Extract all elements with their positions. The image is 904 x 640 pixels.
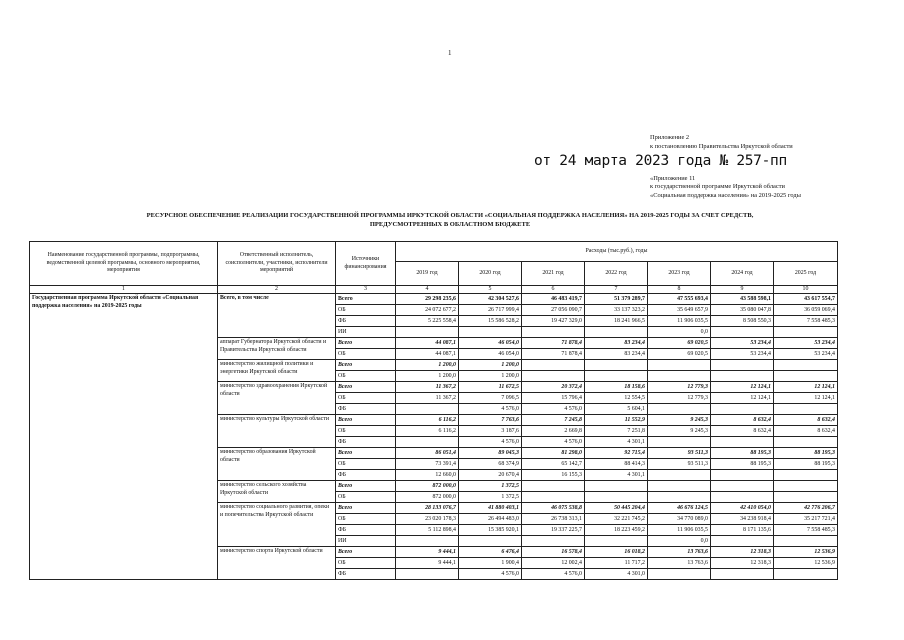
header-executor: Ответственный исполнитель, соисполнители, участники, исполнители мероприятий bbox=[218, 242, 336, 286]
expense-value: 5 604,1 bbox=[585, 404, 648, 415]
expense-value: 28 133 076,7 bbox=[396, 503, 459, 514]
expense-value: 9 444,1 bbox=[396, 547, 459, 558]
expense-value: 16 578,4 bbox=[522, 547, 585, 558]
expense-value: 13 763,6 bbox=[648, 558, 711, 569]
funding-source: ИИ bbox=[336, 536, 396, 547]
page-number: 1 bbox=[448, 49, 452, 57]
table-row bbox=[30, 294, 838, 305]
column-number: 6 bbox=[522, 286, 585, 294]
expense-value: 8 632,4 bbox=[774, 426, 838, 437]
expense-value: 13 763,6 bbox=[648, 547, 711, 558]
expense-value: 53 234,4 bbox=[774, 349, 838, 360]
expense-value: 5 225 558,4 bbox=[396, 316, 459, 327]
expense-value bbox=[648, 569, 711, 580]
expense-value bbox=[648, 492, 711, 503]
expense-value: 41 880 403,1 bbox=[459, 503, 522, 514]
expense-value: 7 251,8 bbox=[585, 426, 648, 437]
expense-value: 69 020,5 bbox=[648, 349, 711, 360]
expense-value bbox=[648, 404, 711, 415]
expense-value: 7 763,6 bbox=[459, 415, 522, 426]
expense-value: 42 304 527,6 bbox=[459, 294, 522, 305]
expense-value: 9 444,1 bbox=[396, 558, 459, 569]
expense-value: 89 045,3 bbox=[459, 448, 522, 459]
expense-value: 18 223 459,2 bbox=[585, 525, 648, 536]
funding-source: Всего bbox=[336, 503, 396, 514]
expense-value: 19 427 329,0 bbox=[522, 316, 585, 327]
expense-value: 3 187,6 bbox=[459, 426, 522, 437]
expense-value bbox=[774, 371, 838, 382]
funding-source: ОБ bbox=[336, 492, 396, 503]
executor-name: Всего, в том числе bbox=[218, 294, 336, 338]
expense-value: 26 738 313,1 bbox=[522, 514, 585, 525]
expense-value: 872 000,0 bbox=[396, 481, 459, 492]
expense-value: 33 137 323,2 bbox=[585, 305, 648, 316]
expense-value: 0,0 bbox=[648, 327, 711, 338]
expense-value: 16 155,3 bbox=[522, 470, 585, 481]
column-number: 4 bbox=[396, 286, 459, 294]
header-year: 2022 год bbox=[585, 262, 648, 286]
expense-value bbox=[711, 470, 774, 481]
expense-value: 4 301,1 bbox=[585, 437, 648, 448]
expense-value: 15 796,4 bbox=[522, 393, 585, 404]
expense-value: 83 234,4 bbox=[585, 349, 648, 360]
funding-source: Всего bbox=[336, 338, 396, 349]
expense-value: 12 554,5 bbox=[585, 393, 648, 404]
column-number: 9 bbox=[711, 286, 774, 294]
expense-value: 11 906 035,5 bbox=[648, 525, 711, 536]
expense-value: 83 234,4 bbox=[585, 338, 648, 349]
expense-value: 92 715,4 bbox=[585, 448, 648, 459]
expense-value: 12 124,1 bbox=[774, 393, 838, 404]
expense-value: 12 124,1 bbox=[774, 382, 838, 393]
expense-value: 7 558 485,3 bbox=[774, 316, 838, 327]
expense-value: 0,0 bbox=[648, 536, 711, 547]
funding-source: ОБ bbox=[336, 558, 396, 569]
appendix-line: Приложение 2 bbox=[650, 134, 690, 141]
expense-value: 26 494 483,0 bbox=[459, 514, 522, 525]
funding-source: ОБ bbox=[336, 305, 396, 316]
column-number: 10 bbox=[774, 286, 838, 294]
expense-value: 7 558 485,3 bbox=[774, 525, 838, 536]
funding-source: Всего bbox=[336, 415, 396, 426]
expense-value: 73 391,4 bbox=[396, 459, 459, 470]
expense-value: 35 080 047,8 bbox=[711, 305, 774, 316]
expense-value bbox=[648, 437, 711, 448]
funding-source: ОБ bbox=[336, 514, 396, 525]
expense-value: 4 301,1 bbox=[585, 470, 648, 481]
funding-source: ФБ bbox=[336, 470, 396, 481]
expense-value: 12 536,9 bbox=[774, 558, 838, 569]
expense-value: 9 245,3 bbox=[648, 415, 711, 426]
expense-value bbox=[585, 360, 648, 371]
expense-value: 34 770 089,0 bbox=[648, 514, 711, 525]
funding-source: Всего bbox=[336, 382, 396, 393]
executor-name: министерство социального развития, опеки и попечительства Иркутской области bbox=[218, 503, 336, 547]
funding-source: ФБ bbox=[336, 437, 396, 448]
funding-source: Всего bbox=[336, 448, 396, 459]
expense-value bbox=[774, 360, 838, 371]
expense-value: 88 195,3 bbox=[711, 448, 774, 459]
expense-value: 15 385 920,1 bbox=[459, 525, 522, 536]
expense-value: 11 906 035,5 bbox=[648, 316, 711, 327]
expense-value: 53 234,4 bbox=[774, 338, 838, 349]
expense-value: 8 632,4 bbox=[774, 415, 838, 426]
expense-value: 18 158,6 bbox=[585, 382, 648, 393]
expense-value: 12 536,9 bbox=[774, 547, 838, 558]
expense-value: 53 234,4 bbox=[711, 338, 774, 349]
expense-value: 11 552,9 bbox=[585, 415, 648, 426]
expense-value: 27 056 090,7 bbox=[522, 305, 585, 316]
funding-source: ФБ bbox=[336, 525, 396, 536]
expense-value: 20 372,4 bbox=[522, 382, 585, 393]
expense-value bbox=[774, 437, 838, 448]
funding-source: ОБ bbox=[336, 426, 396, 437]
expense-value: 43 588 598,1 bbox=[711, 294, 774, 305]
resource-table bbox=[29, 241, 838, 580]
expense-value bbox=[711, 327, 774, 338]
expense-value: 11 367,2 bbox=[396, 382, 459, 393]
program-name: Государственная программа Иркутской области «Социальная поддержка населения» на 2019-2025 годы bbox=[30, 294, 218, 580]
appendix-line: к государственной программе Иркутской области bbox=[650, 183, 785, 190]
funding-source: Всего bbox=[336, 360, 396, 371]
appendix-line: «Социальная поддержка населения» на 2019-2025 годы bbox=[650, 192, 801, 199]
expense-value bbox=[774, 536, 838, 547]
expense-value bbox=[396, 437, 459, 448]
expense-value: 12 779,3 bbox=[648, 393, 711, 404]
expense-value: 4 576,0 bbox=[459, 404, 522, 415]
expense-value bbox=[711, 371, 774, 382]
expense-value: 5 112 898,4 bbox=[396, 525, 459, 536]
expense-value: 19 337 225,7 bbox=[522, 525, 585, 536]
expense-value bbox=[711, 492, 774, 503]
expense-value: 7 245,8 bbox=[522, 415, 585, 426]
header-year: 2023 год bbox=[648, 262, 711, 286]
expense-value: 12 660,0 bbox=[396, 470, 459, 481]
expense-value: 24 072 677,2 bbox=[396, 305, 459, 316]
header-name: Наименование государственной программы, подпрограммы, ведомственной целевой программы, основного мероприятия, мероприятия bbox=[30, 242, 218, 286]
expense-value: 44 087,1 bbox=[396, 338, 459, 349]
expense-value: 8 632,4 bbox=[711, 426, 774, 437]
expense-value: 71 878,4 bbox=[522, 349, 585, 360]
expense-value: 12 002,4 bbox=[522, 558, 585, 569]
executor-name: министерство спорта Иркутской области bbox=[218, 547, 336, 580]
expense-value bbox=[648, 371, 711, 382]
expense-value: 88 414,3 bbox=[585, 459, 648, 470]
expense-value: 44 087,1 bbox=[396, 349, 459, 360]
header-year: 2020 год bbox=[459, 262, 522, 286]
funding-source: ФБ bbox=[336, 404, 396, 415]
expense-value bbox=[774, 569, 838, 580]
expense-value bbox=[459, 536, 522, 547]
funding-source: ОБ bbox=[336, 459, 396, 470]
expense-value: 11 672,5 bbox=[459, 382, 522, 393]
expense-value: 6 116,2 bbox=[396, 415, 459, 426]
expense-value: 4 301,0 bbox=[585, 569, 648, 580]
expense-value bbox=[522, 481, 585, 492]
expense-value: 1 200,0 bbox=[396, 371, 459, 382]
expense-value: 88 195,3 bbox=[711, 459, 774, 470]
expense-value bbox=[774, 481, 838, 492]
expense-value: 46 676 124,5 bbox=[648, 503, 711, 514]
expense-value: 43 617 554,7 bbox=[774, 294, 838, 305]
expense-value: 47 555 693,4 bbox=[648, 294, 711, 305]
expense-value: 1 372,5 bbox=[459, 492, 522, 503]
executor-name: министерство культуры Иркутской области bbox=[218, 415, 336, 448]
expense-value: 12 124,1 bbox=[711, 393, 774, 404]
column-number: 8 bbox=[648, 286, 711, 294]
expense-value: 18 241 966,5 bbox=[585, 316, 648, 327]
executor-name: аппарат Губернатора Иркутской области и Правительства Иркутской области bbox=[218, 338, 336, 360]
expense-value: 88 195,3 bbox=[774, 448, 838, 459]
expense-value bbox=[396, 536, 459, 547]
expense-value bbox=[459, 327, 522, 338]
expense-value: 15 586 528,2 bbox=[459, 316, 522, 327]
funding-source: Всего bbox=[336, 547, 396, 558]
document-title: РЕСУРСНОЕ ОБЕСПЕЧЕНИЕ РЕАЛИЗАЦИИ ГОСУДАРСТВЕННОЙ ПРОГРАММЫ ИРКУТСКОЙ ОБЛАСТИ «СОЦИАЛЬНАЯ ПОДДЕРЖКА НАСЕЛЕНИЯ» НА 2019-2025 ГОДЫ ЗА СЧЕТ СРЕДСТВ, bbox=[146, 212, 754, 219]
expense-value: 36 059 069,4 bbox=[774, 305, 838, 316]
expense-value: 46 054,0 bbox=[459, 338, 522, 349]
expense-value: 9 245,3 bbox=[648, 426, 711, 437]
expense-value bbox=[585, 371, 648, 382]
expense-value: 872 000,0 bbox=[396, 492, 459, 503]
expense-value bbox=[522, 492, 585, 503]
funding-source: ФБ bbox=[336, 316, 396, 327]
expense-value: 35 649 657,9 bbox=[648, 305, 711, 316]
expense-value: 12 318,3 bbox=[711, 547, 774, 558]
expense-value bbox=[711, 404, 774, 415]
expense-value bbox=[774, 492, 838, 503]
funding-source: ФБ bbox=[336, 569, 396, 580]
expense-value: 11 717,2 bbox=[585, 558, 648, 569]
expense-value: 11 367,2 bbox=[396, 393, 459, 404]
expense-value: 4 576,0 bbox=[522, 437, 585, 448]
expense-value bbox=[522, 371, 585, 382]
appendix-line: к постановлению Правительства Иркутской области bbox=[650, 143, 793, 150]
column-number: 7 bbox=[585, 286, 648, 294]
expense-value: 23 020 178,3 bbox=[396, 514, 459, 525]
header-year: 2025 год bbox=[774, 262, 838, 286]
expense-value: 8 171 135,6 bbox=[711, 525, 774, 536]
expense-value: 65 142,7 bbox=[522, 459, 585, 470]
expense-value: 42 776 206,7 bbox=[774, 503, 838, 514]
expense-value bbox=[585, 481, 648, 492]
expense-value: 34 238 918,4 bbox=[711, 514, 774, 525]
expense-value: 16 018,2 bbox=[585, 547, 648, 558]
expense-value: 8 508 550,3 bbox=[711, 316, 774, 327]
expense-value bbox=[585, 327, 648, 338]
header-year: 2021 год bbox=[522, 262, 585, 286]
column-number: 5 bbox=[459, 286, 522, 294]
expense-value bbox=[522, 536, 585, 547]
expense-value: 1 200,0 bbox=[459, 360, 522, 371]
expense-value: 81 298,0 bbox=[522, 448, 585, 459]
funding-source: Всего bbox=[336, 294, 396, 305]
executor-name: министерство жилищной политики и энергетики Иркутской области bbox=[218, 360, 336, 382]
funding-source: ОБ bbox=[336, 393, 396, 404]
header-source: Источники финансирования bbox=[336, 242, 396, 286]
expense-value: 69 020,5 bbox=[648, 338, 711, 349]
expense-value: 6 476,4 bbox=[459, 547, 522, 558]
column-number: 3 bbox=[336, 286, 396, 294]
expense-value: 4 576,0 bbox=[459, 569, 522, 580]
column-number: 2 bbox=[218, 286, 336, 294]
expense-value: 1 200,0 bbox=[396, 360, 459, 371]
expense-value bbox=[711, 360, 774, 371]
expense-value bbox=[396, 569, 459, 580]
funding-source: ОБ bbox=[336, 371, 396, 382]
expense-value: 42 410 054,0 bbox=[711, 503, 774, 514]
expense-value bbox=[522, 327, 585, 338]
expense-value: 88 195,3 bbox=[774, 459, 838, 470]
expense-value: 1 372,5 bbox=[459, 481, 522, 492]
expense-value: 12 318,3 bbox=[711, 558, 774, 569]
funding-source: ИИ bbox=[336, 327, 396, 338]
expense-value bbox=[648, 360, 711, 371]
expense-value: 7 096,5 bbox=[459, 393, 522, 404]
expense-value: 29 298 235,6 bbox=[396, 294, 459, 305]
expense-value: 32 221 745,2 bbox=[585, 514, 648, 525]
document-title-continued: ПРЕДУСМОТРЕННЫХ В ОБЛАСТНОМ БЮДЖЕТЕ bbox=[369, 221, 531, 228]
expense-value bbox=[648, 470, 711, 481]
expense-value bbox=[585, 492, 648, 503]
funding-source: ОБ bbox=[336, 349, 396, 360]
header-expenses: Расходы (тыс.руб.), годы bbox=[396, 242, 838, 262]
expense-value: 4 576,0 bbox=[522, 569, 585, 580]
expense-value: 50 445 204,4 bbox=[585, 503, 648, 514]
expense-value: 4 576,0 bbox=[459, 437, 522, 448]
expense-value: 1 900,4 bbox=[459, 558, 522, 569]
expense-value bbox=[585, 536, 648, 547]
expense-value: 1 200,0 bbox=[459, 371, 522, 382]
expense-value: 2 669,8 bbox=[522, 426, 585, 437]
expense-value: 68 374,9 bbox=[459, 459, 522, 470]
expense-value: 8 632,4 bbox=[711, 415, 774, 426]
expense-value: 51 379 289,7 bbox=[585, 294, 648, 305]
funding-source: Всего bbox=[336, 481, 396, 492]
expense-value: 46 483 419,7 bbox=[522, 294, 585, 305]
executor-name: министерство сельского хозяйства Иркутской области bbox=[218, 481, 336, 503]
expense-value: 12 124,1 bbox=[711, 382, 774, 393]
expense-value bbox=[522, 360, 585, 371]
expense-value: 35 217 721,4 bbox=[774, 514, 838, 525]
executor-name: министерство здравоохранения Иркутской области bbox=[218, 382, 336, 415]
expense-value: 46 054,0 bbox=[459, 349, 522, 360]
expense-value bbox=[774, 404, 838, 415]
column-number: 1 bbox=[30, 286, 218, 294]
expense-value bbox=[711, 536, 774, 547]
expense-value bbox=[396, 327, 459, 338]
expense-value: 93 511,3 bbox=[648, 448, 711, 459]
expense-value bbox=[711, 437, 774, 448]
expense-value bbox=[711, 569, 774, 580]
executor-name: министерство образования Иркутской области bbox=[218, 448, 336, 481]
expense-value bbox=[396, 404, 459, 415]
expense-value: 4 576,0 bbox=[522, 404, 585, 415]
expense-value: 46 075 538,8 bbox=[522, 503, 585, 514]
expense-value: 26 717 999,4 bbox=[459, 305, 522, 316]
decree-date-number: от 24 марта 2023 года № 257-пп bbox=[534, 153, 787, 169]
header-year: 2024 год bbox=[711, 262, 774, 286]
appendix-line: «Приложение 11 bbox=[650, 175, 696, 182]
expense-value: 71 878,4 bbox=[522, 338, 585, 349]
expense-value: 86 051,4 bbox=[396, 448, 459, 459]
expense-value: 53 234,4 bbox=[711, 349, 774, 360]
expense-value: 20 670,4 bbox=[459, 470, 522, 481]
expense-value bbox=[711, 481, 774, 492]
expense-value bbox=[774, 327, 838, 338]
expense-value: 12 779,3 bbox=[648, 382, 711, 393]
expense-value bbox=[774, 470, 838, 481]
header-year: 2019 год bbox=[396, 262, 459, 286]
expense-value: 93 511,3 bbox=[648, 459, 711, 470]
expense-value: 6 116,2 bbox=[396, 426, 459, 437]
expense-value bbox=[648, 481, 711, 492]
